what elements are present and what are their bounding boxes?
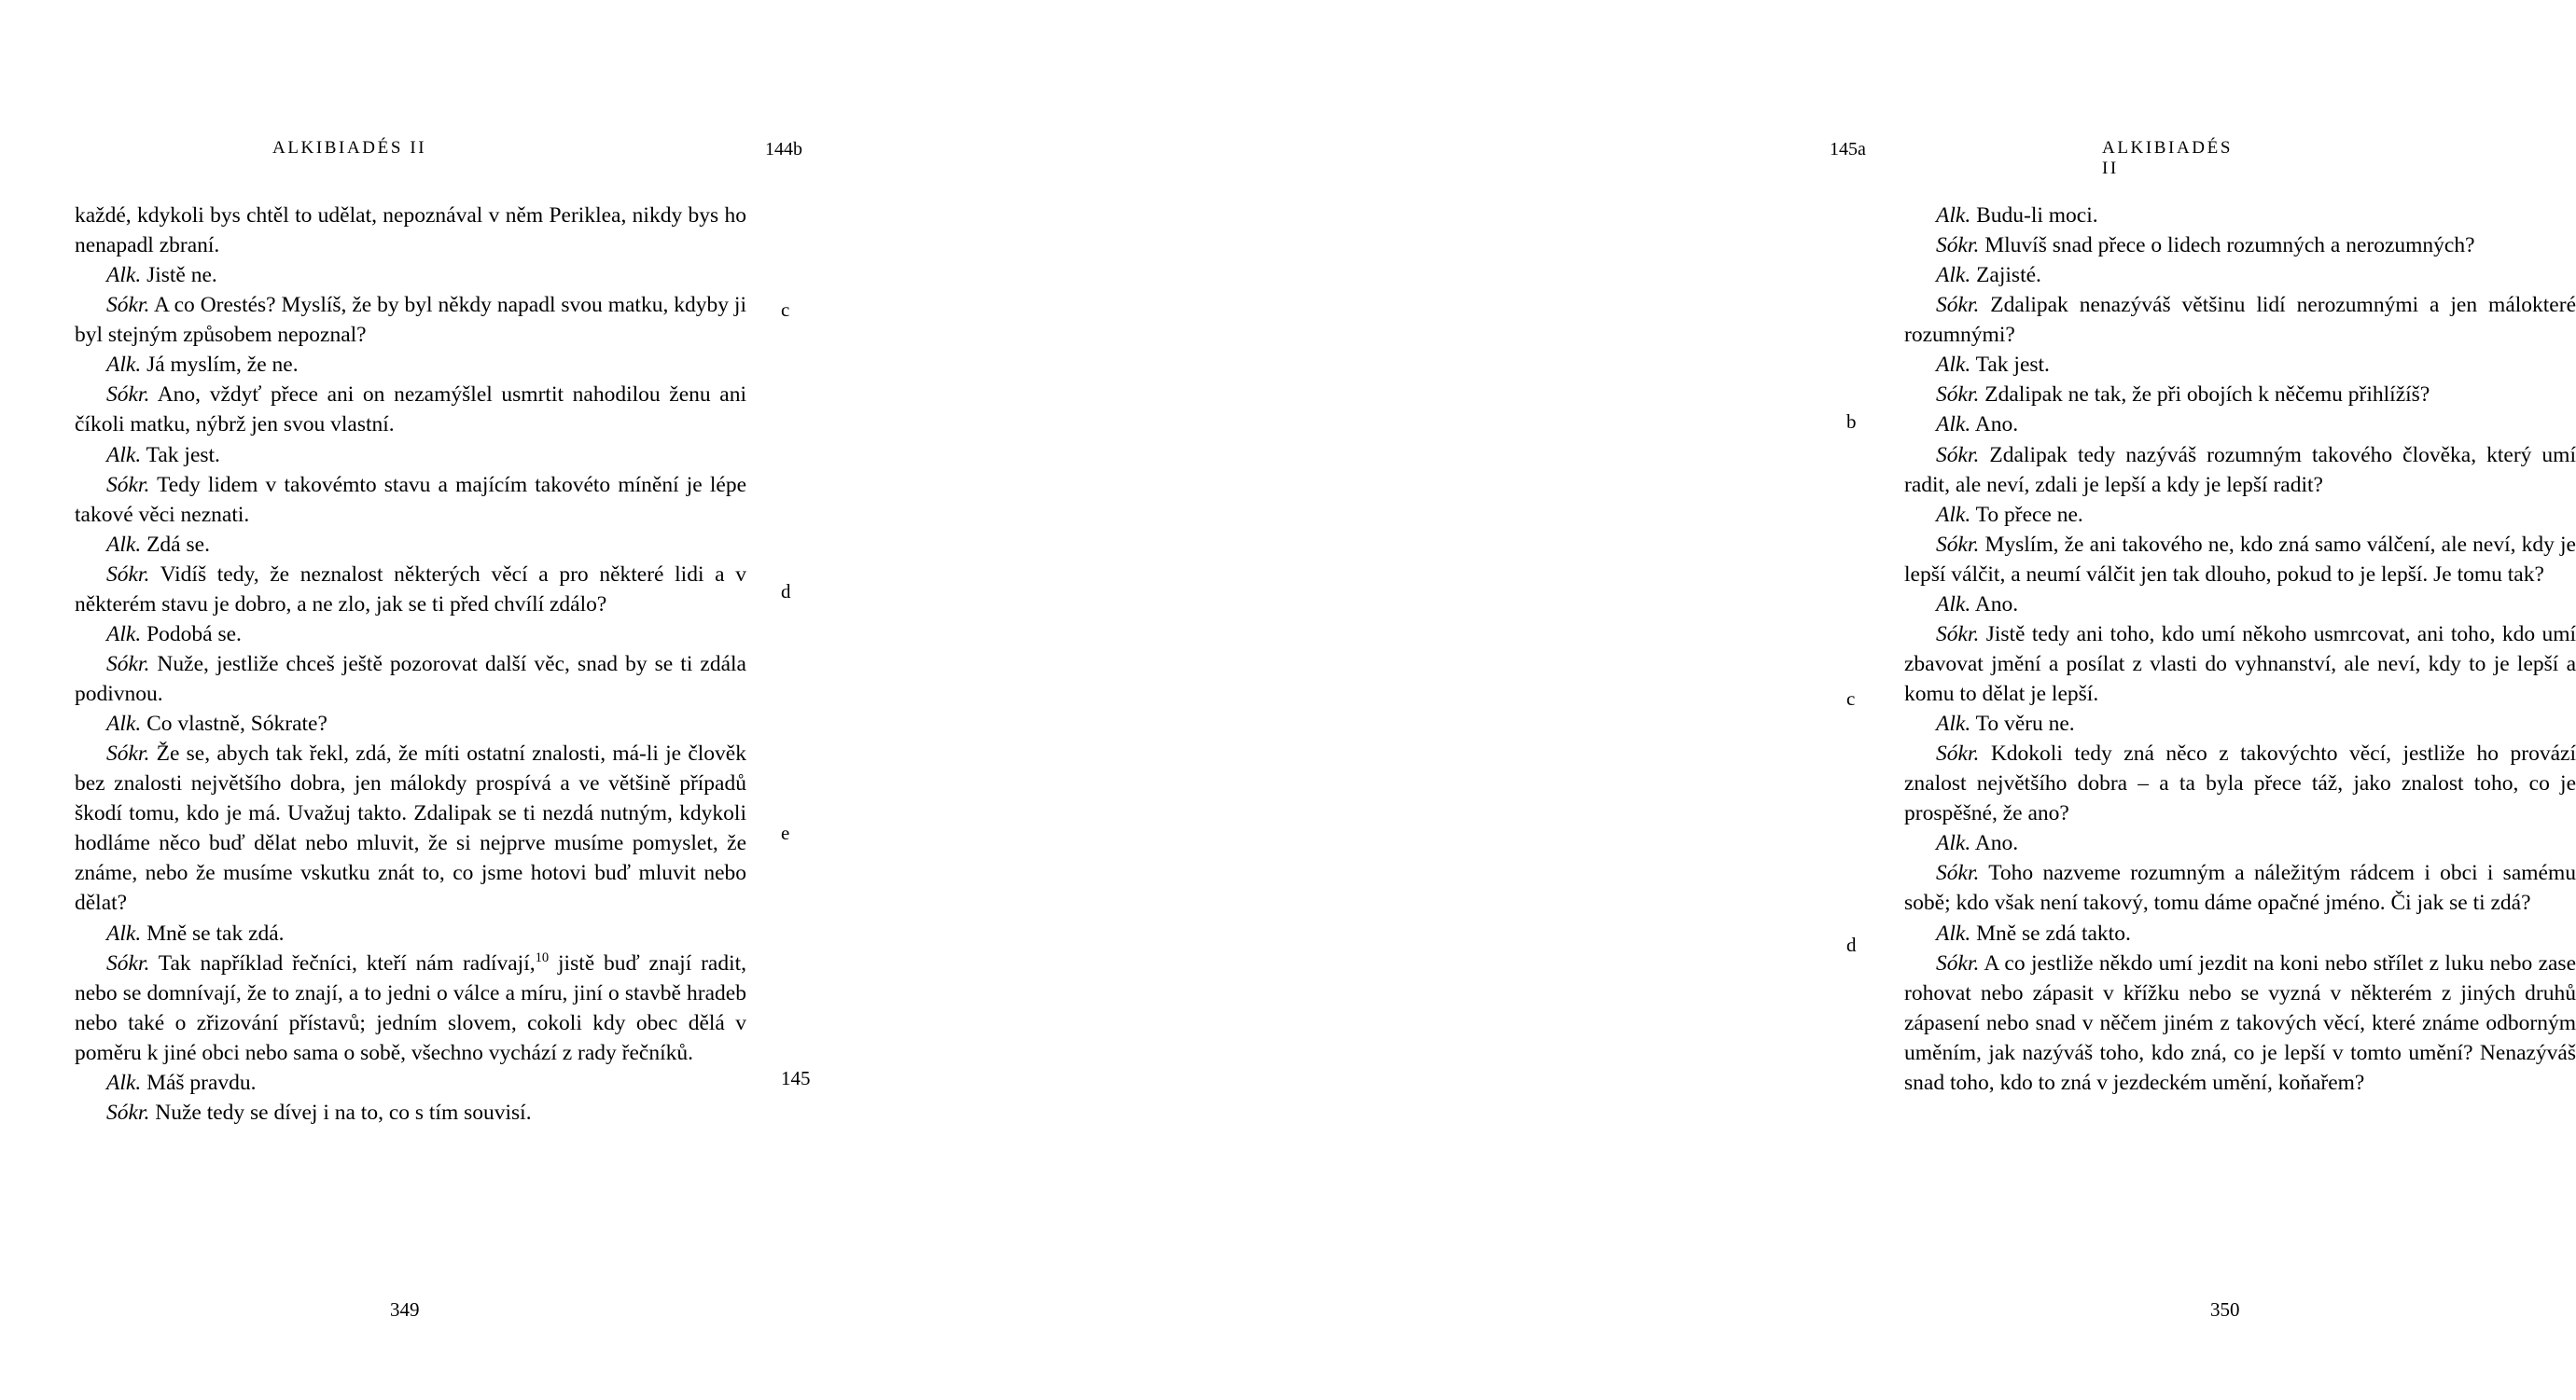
dialogue-paragraph: Alk. Podobá se. [106, 621, 242, 646]
dialogue-paragraph: Sókr. Jistě tedy ani toho, kdo umí někoho usmrcovat, ani toho, kdo umí zbavovat jmění a posílat z vlasti do vyhnanství, ale neví, kdy to je lepší a komu to dělat je lepší. [1904, 621, 2576, 706]
speaker-label: Alk. [1936, 412, 1971, 437]
page-right [869, 0, 2576, 1400]
speaker-label: Sókr. [1936, 950, 1980, 976]
speaker-label: Alk. [1936, 263, 1971, 288]
speaker-label: Alk. [1936, 712, 1971, 737]
dialogue-paragraph: Alk. Mně se zdá takto. [1936, 921, 2131, 946]
speaker-label: Sókr. [1936, 293, 1980, 318]
folio-number-right: 350 [2210, 1298, 2240, 1321]
text-column-right [1904, 201, 2576, 1098]
speaker-label: Alk. [106, 712, 142, 737]
speaker-label: Sókr. [1936, 621, 1980, 646]
dialogue-paragraph: Sókr. Ano, vždyť přece ani on nezamýšlel usmrtit nahodilou ženu ani číkoli matku, nýbrž jen svou vlastní. [75, 382, 746, 437]
stephanus-marker: b [1846, 410, 1857, 433]
dialogue-paragraph: Alk. Ano. [1936, 591, 2019, 617]
dialogue-paragraph: každé, kdykoli bys chtěl to udělat, nepoznával v něm Periklea, nikdy bys ho nenapadl zbraní. [75, 203, 746, 258]
speaker-label: Alk. [106, 921, 142, 946]
speaker-label: Alk. [1936, 921, 1971, 946]
dialogue-paragraph: Alk. Mně se tak zdá. [106, 921, 285, 946]
stephanus-marker: c [781, 298, 790, 321]
speaker-label: Alk. [106, 442, 142, 467]
speaker-label: Alk. [1936, 353, 1971, 378]
dialogue-paragraph: Sókr. Zdalipak ne tak, že při obojích k něčemu přihlížíš? [1936, 382, 2430, 408]
dialogue-paragraph: Alk. To věru ne. [1936, 712, 2075, 737]
speaker-label: Alk. [106, 532, 142, 557]
speaker-label: Sókr. [106, 651, 150, 676]
stephanus-marker: e [781, 822, 790, 844]
dialogue-paragraph: Sókr. Vidíš tedy, že neznalost některých věcí a pro některé lidi a v některém stavu je dobro, a ne zlo, jak se ti před chvílí zdálo? [75, 561, 746, 617]
speaker-label: Sókr. [106, 472, 150, 497]
speaker-label: Alk. [106, 353, 142, 378]
dialogue-paragraph: Alk. Tak jest. [1936, 353, 2050, 378]
speaker-label: Sókr. [106, 382, 150, 408]
dialogue-paragraph: Sókr. Nuže, jestliže chceš ještě pozorovat další věc, snad by se ti zdála podivnou. [75, 651, 746, 706]
dialogue-paragraph: Sókr. Toho nazveme rozumným a náležitým rádcem i obci i samému sobě; kdo však není takový, tomu dáme opačné jméno. Či jak se ti zdá? [1904, 861, 2576, 916]
dialogue-paragraph: Alk. Zajisté. [1936, 263, 2041, 288]
speaker-label: Sókr. [106, 950, 150, 976]
speaker-label: Sókr. [1936, 382, 1980, 408]
dialogue-paragraph: Alk. Já myslím, že ne. [106, 353, 299, 378]
footnote-marker: 10 [535, 950, 550, 965]
dialogue-paragraph: Sókr. Zdalipak nenazýváš většinu lidí nerozumnými a jen málokteré rozumnými? [1904, 293, 2576, 348]
dialogue-paragraph: Sókr. Mluvíš snad přece o lidech rozumných a nerozumných? [1936, 233, 2475, 258]
dialogue-paragraph: Sókr. Zdalipak tedy nazýváš rozumným takového člověka, který umí radit, ale neví, zdali je lepší a kdy je lepší radit? [1904, 442, 2576, 497]
dialogue-paragraph: Sókr. Tak například řečníci, kteří nám radívají,$^{10}$ jistě buď znají radit, nebo se domnívají, že to znají, a to jedni o válce a míru, jiní o stavbě hradeb nebo také o zřizování přístavů; jedním slovem, cokoli kdy obec dělá v poměru k jiné obci nebo sama o sobě, všechno vychází z rady řečníků. [75, 950, 747, 1065]
folio-number-left: 349 [390, 1298, 420, 1321]
running-head-right: ALKIBIADÉS II [2102, 138, 2233, 178]
running-head-left: ALKIBIADÉS II [272, 138, 427, 158]
speaker-label: Sókr. [1936, 532, 1980, 557]
dialogue-paragraph: Alk. Jistě ne. [106, 263, 217, 288]
dialogue-paragraph: Alk. Ano. [1936, 412, 2019, 437]
stephanus-marker: d [1846, 934, 1857, 956]
speaker-label: Alk. [106, 621, 142, 646]
dialogue-paragraph: Alk. Tak jest. [106, 442, 220, 467]
dialogue-paragraph: Sókr. Nuže tedy se dívej i na to, co s tím souvisí. [106, 1100, 532, 1125]
dialogue-paragraph: Sókr. A co Orestés? Myslíš, že by byl někdy napadl svou matku, kdyby ji byl stejným způsobem nepoznal? [75, 293, 746, 348]
stephanus-header-144b: 144b [765, 139, 802, 159]
stephanus-header-145a: 145a [1830, 139, 1866, 159]
speaker-label: Sókr. [1936, 442, 1980, 467]
speaker-label: Alk. [1936, 831, 1971, 856]
speaker-label: Sókr. [1936, 233, 1980, 258]
speaker-label: Sókr. [106, 742, 150, 767]
speaker-label: Alk. [106, 263, 142, 288]
dialogue-paragraph: Sókr. Tedy lidem v takovémto stavu a majícím takovéto mínění je lépe takové věci neznati. [75, 472, 746, 527]
speaker-label: Alk. [1936, 203, 1971, 228]
text-column-left [75, 201, 746, 1128]
dialogue-paragraph: Sókr. Kdokoli tedy zná něco z takovýchto věcí, jestliže ho provází znalost největšího dobra – a ta byla přece táž, jako znalost toho, co je prospěšné, že ano? [1904, 742, 2576, 826]
dialogue-paragraph: Alk. Zdá se. [106, 532, 210, 557]
speaker-label: Alk. [1936, 502, 1971, 527]
stephanus-marker: c [1846, 687, 1856, 710]
page-left [0, 0, 869, 1400]
dialogue-paragraph: Alk. Co vlastně, Sókrate? [106, 712, 327, 737]
speaker-label: Alk. [1936, 591, 1971, 617]
dialogue-paragraph: Alk. Máš pravdu. [106, 1070, 257, 1095]
dialogue-paragraph: Alk. To přece ne. [1936, 502, 2083, 527]
speaker-label: Sókr. [106, 1100, 150, 1125]
dialogue-paragraph: Sókr. Myslím, že ani takového ne, kdo zná samo válčení, ale neví, kdy je lepší válčit, a neumí válčit jen tak dlouho, pokud to je lepší. Je tomu tak? [1904, 532, 2576, 587]
speaker-label: Sókr. [1936, 861, 1980, 886]
speaker-label: Sókr. [1936, 742, 1980, 767]
dialogue-paragraph: Sókr. A co jestliže někdo umí jezdit na koni nebo střílet z luku nebo zase rohovat nebo zápasit v křížku nebo se vyzná v některém z jiných druhů zápasení nebo snad v něčem jiném z takových věcí, které známe odborným uměním, jak nazýváš toho, kdo zná, co je lepší v tomto umění? Nenazýváš snad toho, kdo to zná v jezdeckém umění, koňařem? [1904, 950, 2576, 1095]
speaker-label: Alk. [106, 1070, 142, 1095]
dialogue-paragraph: Sókr. Že se, abych tak řekl, zdá, že míti ostatní znalosti, má-li je člověk bez znalosti největšího dobra, jen málokdy prospívá a ve většině případů škodí tomu, kdo je má. Uvažuj takto. Zdalipak se ti nezdá nutným, kdykoli hodláme něco buď dělat nebo mluvit, že si nejprve musíme pomyslet, že známe, nebo že musíme vskutku znát to, co jsme hotovi buď mluvit nebo dělat? [75, 742, 746, 916]
dialogue-paragraph: Alk. Budu-li moci. [1936, 203, 2098, 228]
speaker-label: Sókr. [106, 561, 150, 587]
stephanus-marker: 145 [781, 1067, 811, 1089]
stephanus-marker: d [781, 580, 791, 603]
dialogue-paragraph: Alk. Ano. [1936, 831, 2019, 856]
speaker-label: Sókr. [106, 293, 150, 318]
